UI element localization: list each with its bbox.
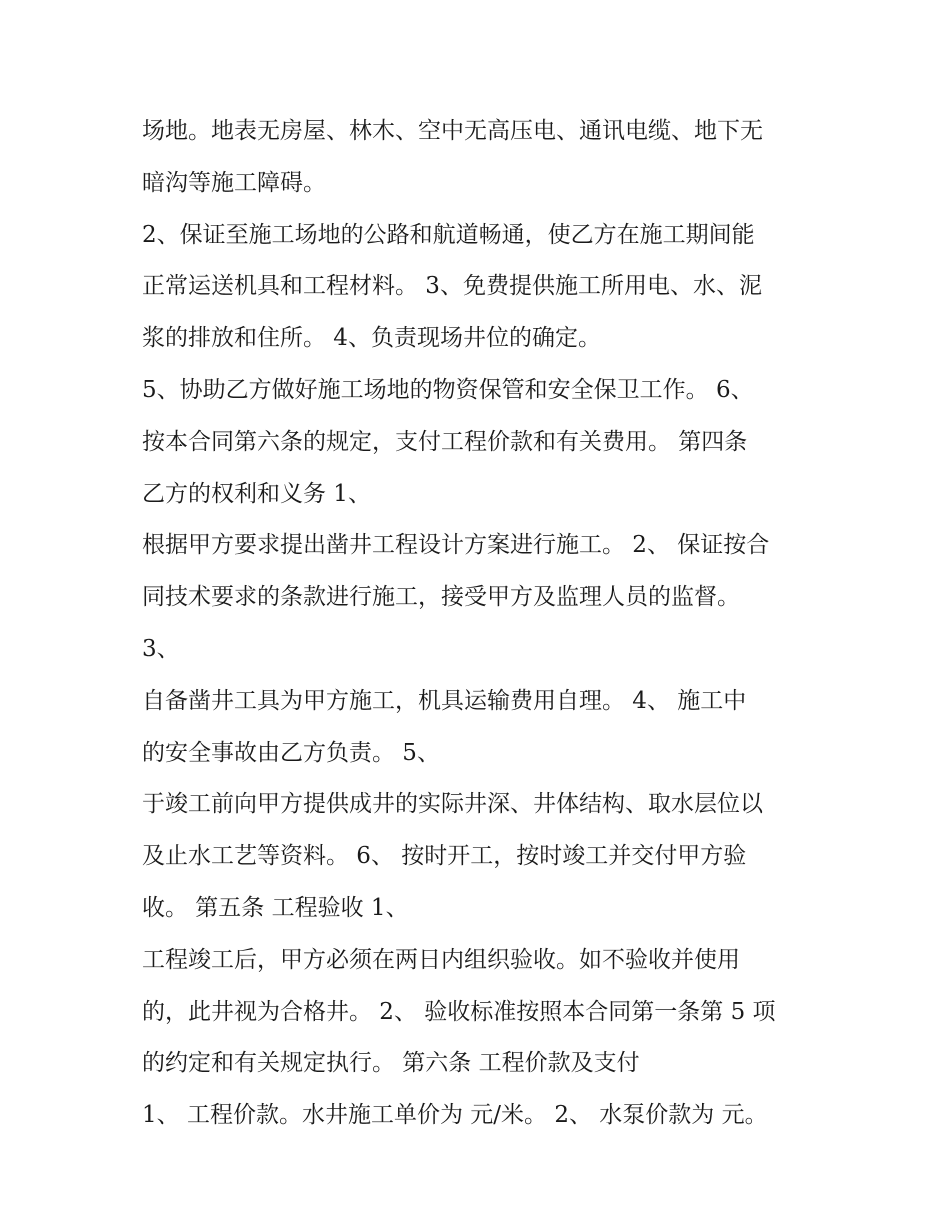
contract-text [142,106,822,1142]
text-line: 于竣工前向甲方提供成井的实际井深、井体结构、取水层位以 [142,791,763,818]
text-line: 2、保证至施工场地的公路和航道畅通，使乙方在施工期间能 [142,221,755,248]
text-line: 及止水工艺等资料。 6、 按时开工，按时竣工并交付甲方验 [142,843,747,870]
text-line: 自备凿井工具为甲方施工，机具运输费用自理。 4、 施工中 [142,687,747,714]
text-line: 乙方的权利和义务 1、 [142,480,371,507]
text-line: 浆的排放和住所。 4、负责现场井位的确定。 [142,325,601,352]
text-line: 的安全事故由乙方负责。 5、 [142,739,440,766]
text-line: 1、 工程价款。水井施工单价为 元/米。 2、 水泵价款为 元。 [142,1102,768,1129]
text-line: 收。 第五条 工程验收 1、 [142,894,409,921]
text-line: 场地。地表无房屋、林木、空中无高压电、通讯电缆、地下无 [142,118,763,144]
text-line: 3、 [142,635,180,662]
text-line: 按本合同第六条的规定，支付工程价款和有关费用。 第四条 [142,428,748,455]
text-line: 工程竣工后，甲方必须在两日内组织验收。如不验收并使用 [142,946,740,973]
text-line: 的约定和有关规定执行。 第六条 工程价款及支付 [142,1050,640,1077]
text-line: 5、协助乙方做好施工场地的物资保管和安全保卫工作。 6、 [142,376,754,403]
text-line: 根据甲方要求提出凿井工程设计方案进行施工。 2、 保证按合 [142,532,770,559]
text-line: 暗沟等施工障碍。 [142,169,326,196]
text-line: 的，此井视为合格井。 2、 验收标准按照本合同第一条第 5 项 [142,998,776,1025]
text-line: 同技术要求的条款进行施工，接受甲方及监理人员的监督。 [142,584,740,611]
text-line: 正常运送机具和工程材料。 3、免费提供施工所用电、水、泥 [142,273,762,300]
